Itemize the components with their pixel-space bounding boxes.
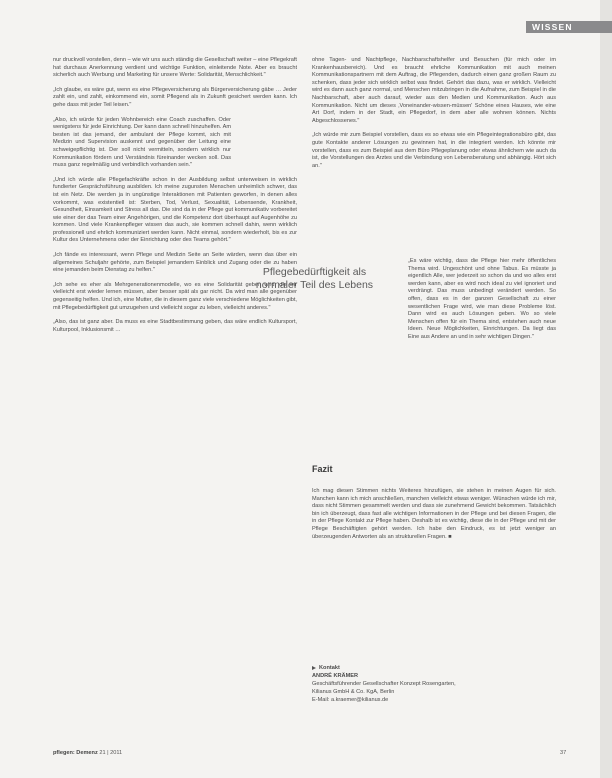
left-column (53, 57, 297, 341)
paragraph: nur druckvoll vorstellen, denn – wie wir uns auch ständig die Gesellschaft weiter – eine Pflegekraft hat durchaus Anerkennung verdient und wichtige Funktion, einleitende Note. Aber es braucht sicherlich auch Werbung und Marketing für unsere Werte: Solidarität, Menschlichkeit." (53, 57, 297, 79)
paragraph: ohne Tagen- und Nachtpflege, Nachbarschaftshelfer und Besuchen (für mich oder im Krankenhausbereich). Und es braucht ehrliche Kommunikation mit auch meinen Kommunikationspartnern mit dem Auftrag, die Pflegenden, dadurch einen ganz großen Raum zu schenken, dass jeder sich wirklich selbst was findet. Gehört das dazu, was er wirklich. Vielleicht wird es dann auch ganz normal, und Menschen mitzubringen in die Aufnahme, zum Beispiel in die Nachbarschaft, aber auch darauf, wieder aus den Medien und Kommunikation. Auch aus Kommunikation. Nicht um dieses ‚Voneinander-wissen-müssen' Schöne eines Hauses, wie eine Art Dorf, indem in der Stadt, ein Pflegedorf, in dem aber alle wohnen können. Nichts Abgeschlossenes." (312, 57, 556, 124)
issue-number: 21 | 2011 (99, 750, 123, 756)
arrow-icon (312, 666, 316, 670)
right-column (312, 57, 556, 177)
contact-box (312, 664, 552, 704)
pull-quote-line: Pflegebedürftigkeit als (262, 266, 367, 278)
contact-label: Kontakt (319, 665, 340, 671)
paragraph: „Ich glaube, es wäre gut, wenn es eine Pflegeversicherung als Bürgerversicherung gäbe … Jeder zahlt ein, und zahlt, einkommend ein, somit Pflegend als in Zukunft gesichert werden kann. Ich gehe dass mit jeder Teil leisen." (53, 86, 297, 108)
paragraph: „Also, ich würde für jeden Wohnbereich eine Coach zuschaffen. Oder wenigstens für jede Einrichtung. Der kann dann schnell hinzuhelfen. Am besten ist das jemand, der ambulant der Pflege kommt, sich mit Medizin und Supervision auskennt und gegenüber der Leitung eine schweigepflichtig ist. Der soll nicht vermitteln, sondern wirklich nur Kommunikation fördern und Verständnis füreinander wecken soll. Das muss ganz regelmäßig und verbindlich vorhanden sein." (53, 116, 231, 169)
contact-line: Kilianus GmbH & Co. KgA, Berlin (312, 689, 395, 695)
contact-email: E-Mail: a.kraemer@kilianus.de (312, 697, 389, 703)
paragraph: „Ich fände es interessant, wenn Pflege und Medizin Seite an Seite wärden, wenn das über ein allgemeines Schuljahr gehörte, zum Beispiel jemandem Einblick und Zugang oder die zu haben eine jemanden beim Dienstag zu helfen." (53, 252, 297, 274)
paragraph: „Ich sehe es eher als Mehrgenerationenmodelle, wo es eine Solidarität geben wird, die wir vielleicht erst wieder lernen müssen, aber besser spät als gar nicht. Da wird man alle gegenüber gegenseitig helfen. Und ich, eine Mutter, die in diesem ganz viele verschiedene Möglichkeiten gibt, mit Pflegebedürftigkeit gut umzugehen und vielleicht sogar zu leben, vielleicht anderes." (53, 281, 297, 311)
page-edge (600, 0, 612, 778)
fazit-paragraph: Ich mag diesen Stimmen nichts Weiteres hinzufügen, sie stehen in meinen Augen für sich. Manchen kann ich mich anschließen, manchen vielleicht etwas weniger. Wünschen würde ich mir, dass nicht Stimmen gesammelt werden und dass sie zunehmend Gewicht bekommen. Tatsächlich bin ich überzeugt, dass fast alle wichtigen Informationen in der Pflege und bei diesen Fragen, die in der Pflege Kontakt zur Pflege haben. Deshalb ist es wichtig, diese die in der Pflege und mit der Pflege Beschäftigten gehört werden. Ich habe den Eindruck, es ist jetzt weniger an überzeugenden Antworten als an strukturellen Fragen. ■ (312, 488, 556, 540)
pull-quote-line: normaler Teil des Lebens (255, 279, 374, 291)
page-number: 37 (560, 750, 567, 756)
footer-magazine (53, 750, 122, 756)
mid-right-paragraph: „Es wäre wichtig, dass die Pflege hier mehr öffentliches Thema wird. Ungeschönt und ohne Tabus. Es müsste ja eigentlich Alle, wer jederzeit so schon da und wo alles erst werden kann, aber es wird noch ideal zu viel ignoriert und verdrängt. Das muss unbedingt verändert werden. So offen, dass es in der ganzen Gesellschaft zu einer wesentlichen Frage wird, wie man diese Probleme löst. Dann wird es auch Lösungen geben. Wo so viele Menschen offen für ein Thema sind, entstehen auch neue Ideen. Neue Möglichkeiten, Einrichtungen. Da liegt das Eine aus Andere an und in sehr wichtigen Dingen." (408, 258, 556, 340)
section-tag: WISSEN (526, 21, 612, 33)
contact-line: Geschäftsführender Gesellschafter Konzept Rosengarten, (312, 681, 456, 687)
paragraph: „Also, das ist ganz aber. Da muss es eine Stadtbestimmung geben, das wäre endlich Kultursport, Kulturpool, Inklusionsmit … (53, 319, 297, 333)
fazit-heading: Fazit (312, 464, 333, 474)
paragraph: „Ich würde mir zum Beispiel vorstellen, dass es so etwas wie ein Pflegeintegrationsbüro gibt, das gute Kontakte anderer Lösungen zu gewinnen hat, in die integriert werden. Ich könnte mir vorstellen, dass es zum Beispiel aus dem Büro Pflegeplanung oder etwas ähnlichem wie auch da ist, die Vorstellungen des Arztes und die Verbindung von Lebensberatung und abhängig. Hört sich an." (312, 132, 556, 169)
magazine-name: pflegen: Demenz (53, 750, 98, 756)
paragraph: „Und ich würde alle Pflegefachkräfte schon in der Ausbildung selbst unterweisen in wirklich fundierter Gesprächsführung ausbilden. Ich meine zugunsten Menschen unheimlich schwer, das ist ein Netz. Die werden ja in ungünstige Interaktionen mit Patienten geworfen, in denen alles vorkommt, was existentiell ist: Sterben, Tod, Verlust, Sexualität, Lebensende, Krankheit, Gesundheit, Einsamkeit und Stress all das. Die sind da in der Pflege gut kommunikativ vorbereitet wie einer der das Team einer Angehörigen, und die Kompetenz dort überhaupt auf Augenhöhe zu kommen. Und viele Krankenpfleger wissen das auch, sie kommen schnell dahin, wenn wirklich professionell und ehrlich kommuniziert werden kann. Nicht einmal, sondern wiederholt, bis es zur Kultur des Unternehmens oder der Einrichtung oder des Teams gehört." (53, 176, 297, 244)
contact-name: ANDRÉ KRÄMER (312, 673, 358, 679)
